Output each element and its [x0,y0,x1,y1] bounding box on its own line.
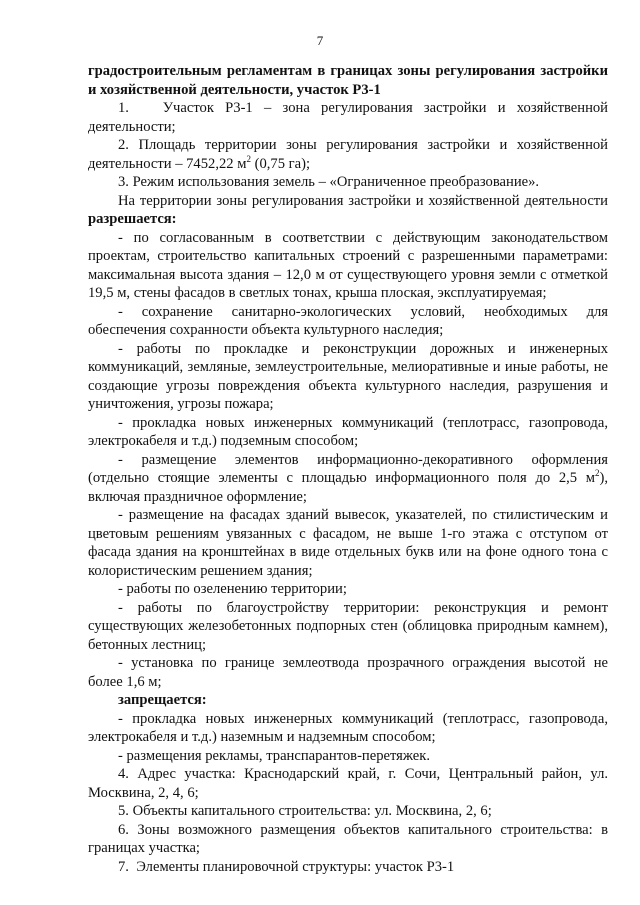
forbidden-item: - прокладка новых инженерных коммуникаций (теплотрасс, газопровода, электрокабеля и т.д.) наземным и надземным способом; [88,710,608,745]
forbidden-item: - размещения рекламы, транспарантов-перетяжек. [118,747,430,764]
allowed-item: - по согласованным в соответствии с действующим законодательством проектам, строительство капитальных строений с разрешенными параметрами: максимальная высота здания – 12,0 м от существующего уровня земли с отметкой 19,5 м, стены фасадов в светлых тонах, крыша плоская, эксплуатируемая; [88,229,608,301]
item-2-text: 2. Площадь территории зоны регулирования застройки и хозяйственной деятельности – 7452,22 м [88,137,608,172]
allowed-item: - размещение на фасадах зданий вывесок, указателей, по стилистическим и цветовым решениям увязанных с фасадом, не выше 1-го этажа с отступом от фасада здания на кронштейнах в виде отдельных букв или на фоне одного тона с колористическим решением здания; [88,507,608,579]
paragraph-item-6: 6. Зоны возможного размещения объектов капитального строительства: в границах участка; [88,821,608,856]
item-2-superscript: 2 [246,153,251,164]
forbidden-label: запрещается: [118,692,207,708]
section-heading: градостроительным регламентам в границах зоны регулирования застройки и хозяйственной деятельности, участок Р3-1 [88,63,608,98]
allowed-item: - прокладка новых инженерных коммуникаций (теплотрасс, газопровода, электрокабеля и т.д.) подземным способом; [88,414,608,449]
paragraph-item-3: 3. Режим использования земель – «Ограниченное преобразование». [118,174,540,190]
allowed-item: - работы по прокладке и реконструкции дорожных и инженерных коммуникаций, земляные, землеустроительные, мелиоративные и иные работы, не создающие угрозы повреждения объекта культурного наследия, разрушения и уничтожения, угрозы пожара; [88,340,608,412]
allowed-item: - работы по озеленению территории; [118,581,347,597]
allowed-item: - сохранение санитарно-экологических условий, необходимых для обеспечения сохранности объекта культурного наследия; [88,303,608,338]
paragraph-item-1: 1. Участок Р3-1 – зона регулирования застройки и хозяйственной деятельности; [88,100,608,135]
allowed-item: - установка по границе землеотвода прозрачного ограждения высотой не более 1,6 м; [88,655,608,690]
allowed-label: разрешается: [88,211,177,227]
decor-text-end: ), включая праздничное оформление; [88,470,608,505]
decor-text: - размещение элементов информационно-декоративного оформления (отдельно стоящие элементы с площадью информационного поля до 2,5 м [88,451,608,486]
allowed-item: - работы по благоустройству территории: реконструкция и ремонт существующих железобетонных подпорных стен (облицовка природным камнем), бетонных лестниц; [88,599,608,653]
item-2-text-end: (0,75 га); [250,155,311,172]
paragraph-item-4: 4. Адрес участка: Краснодарский край, г. Сочи, Центральный район, ул. Москвина, 2, 4, 6; [88,766,608,801]
paragraph-item-7: 7. Элементы планировочной структуры: участок Р3-1 [118,858,455,875]
paragraph-item-5: 5. Объекты капитального строительства: ул. Москвина, 2, 6; [118,803,492,819]
document-body [88,62,608,876]
allowed-intro [88,192,608,229]
paragraph-item-2 [88,136,608,173]
decor-superscript: 2 [594,468,600,479]
page-number: 7 [316,33,324,48]
allowed-item-decor [88,451,608,507]
allowed-intro-text: На территории зоны регулирования застройки и хозяйственной деятельности [118,192,608,209]
